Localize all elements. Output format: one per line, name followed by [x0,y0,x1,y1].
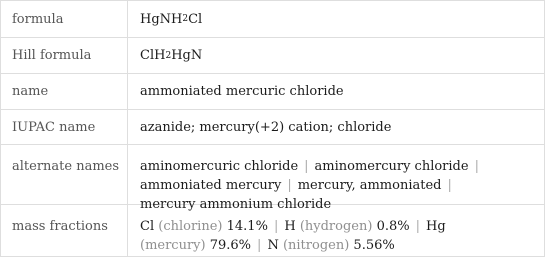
element-name: (mercury) [140,238,206,253]
hill-formula-value: ClH 2 HgN [140,48,203,63]
alternate-names-value [128,145,544,212]
table-row-name [1,74,544,110]
list-item: mercury ammonium chloride [140,197,332,212]
row-label: Hill formula [1,38,128,73]
separator: | [273,219,279,234]
iupac-name-value: azanide; mercury(+2) cation; chloride [140,119,392,135]
table-row-iupac-name [1,110,544,145]
list-item: mercury, ammoniated [297,178,442,193]
element-symbol: H [284,219,296,234]
element-symbol: Cl [140,219,155,234]
separator: | [304,159,309,174]
element-name: (chlorine) [158,219,223,234]
list-item: ammoniated mercury [140,178,282,193]
element-name: (hydrogen) [299,219,373,234]
separator: | [287,178,292,193]
mass-percent: 79.6% [209,238,252,253]
separator: | [474,159,479,174]
mass-fractions-value [128,205,544,256]
separator: | [447,178,452,193]
table-row-hill-formula [1,38,544,74]
separator: | [415,219,420,234]
formula-value: HgNH 2 Cl [140,11,203,27]
row-label: name [1,74,128,109]
name-value: ammoniated mercuric chloride [140,84,344,99]
list-item: aminomercuric chloride [140,159,299,174]
row-label: IUPAC name [1,110,128,144]
mass-percent: 14.1% [226,219,268,234]
element-name: (nitrogen) [282,238,350,253]
row-label: mass fractions [1,205,128,256]
row-label: formula [1,1,128,37]
list-item: aminomercury chloride [314,159,469,174]
element-symbol: Hg [426,219,446,234]
table-row-formula [1,1,544,38]
mass-percent: 0.8% [376,219,410,234]
row-label: alternate names [1,145,128,204]
separator: | [257,238,262,253]
mass-percent: 5.56% [353,238,395,253]
table-row-mass-fractions [1,205,544,256]
table-row-alternate-names [1,145,544,212]
element-symbol: N [267,238,279,253]
